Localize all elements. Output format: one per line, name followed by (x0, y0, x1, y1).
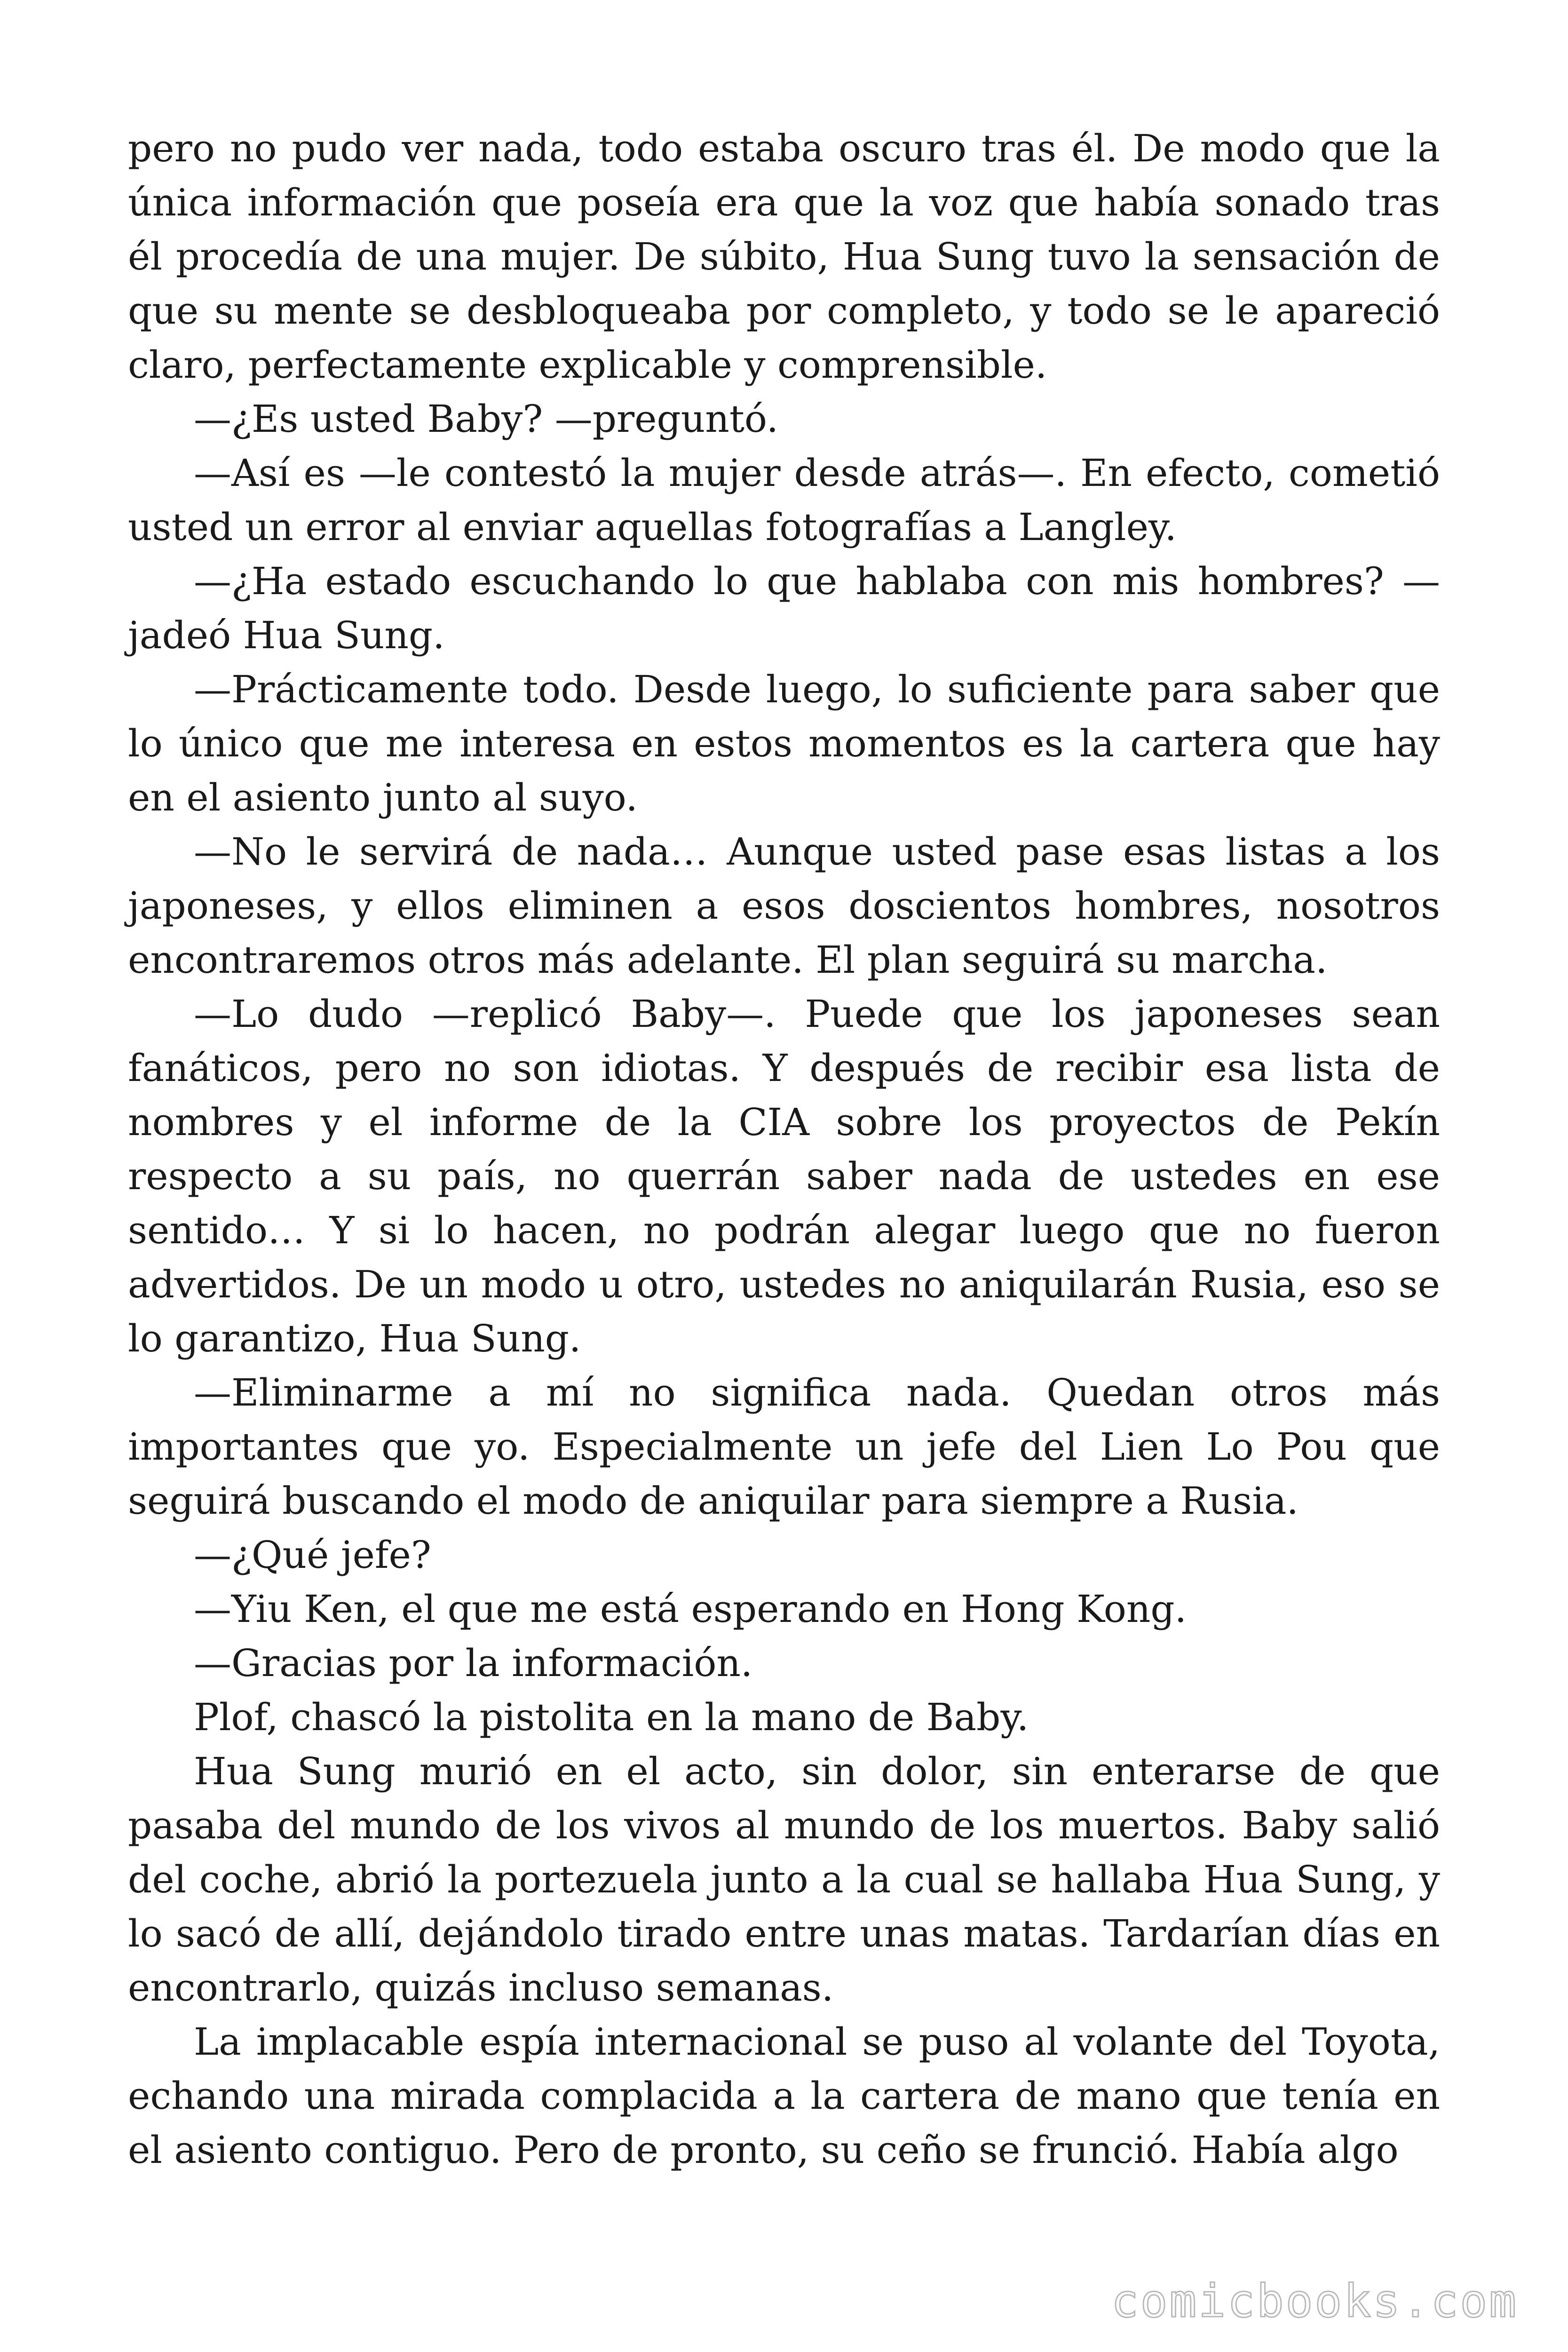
watermark: comicbooks.com (1111, 2275, 1518, 2328)
paragraph-continuation: pero no pudo ver nada, todo estaba oscuro tras él. De modo que la única información que poseía era que la voz que había sonado tras él procedía de una mujer. De súbito, Hua Sung tuvo la sensación de que su mente se desbloqueaba por completo, y todo se le apareció claro, perfectamente explicable y comprensible. (128, 127, 1440, 387)
dialogue-line: —No le servirá de nada… Aunque usted pase esas listas a los japoneses, y ellos eliminen a esos doscientos hombres, nosotros encontraremos otros más adelante. El plan seguirá su marcha. (128, 830, 1440, 982)
body-text (128, 121, 1440, 2177)
narrative-paragraph: La implacable espía internacional se puso al volante del Toyota, echando una mirada complacida a la cartera de mano que tenía en el asiento contiguo. Pero de pronto, su ceño se frunció. Había algo (128, 2020, 1440, 2172)
dialogue-line: —Gracias por la información. (194, 1641, 753, 1685)
dialogue-line: —Yiu Ken, el que me está esperando en Hong Kong. (194, 1587, 1187, 1631)
dialogue-line: —¿Ha estado escuchando lo que hablaba con mis hombres? —jadeó Hua Sung. (128, 559, 1440, 657)
narrative-paragraph: Plof, chascó la pistolita en la mano de Baby. (194, 1695, 1029, 1739)
dialogue-line: —¿Es usted Baby? —preguntó. (194, 397, 779, 441)
dialogue-line: —Eliminarme a mí no significa nada. Quedan otros más importantes que yo. Especialmente un jefe del Lien Lo Pou que seguirá buscando el modo de aniquilar para siempre a Rusia. (128, 1371, 1440, 1523)
dialogue-line: —Lo dudo —replicó Baby—. Puede que los japoneses sean fanáticos, pero no son idiotas. Y después de recibir esa lista de nombres y el informe de la CIA sobre los proyectos de Pekín respecto a su país, no querrán saber nada de ustedes en ese sentido… Y si lo hacen, no podrán alegar luego que no fueron advertidos. De un modo u otro, ustedes no aniquilarán Rusia, eso se lo garantizo, Hua Sung. (128, 992, 1440, 1360)
dialogue-line: —¿Qué jefe? (194, 1533, 431, 1577)
dialogue-line: —Prácticamente todo. Desde luego, lo suficiente para saber que lo único que me interesa en estos momentos es la cartera que hay en el asiento junto al suyo. (128, 667, 1440, 819)
dialogue-line: —Así es —le contestó la mujer desde atrás—. En efecto, cometió usted un error al enviar aquellas fotografías a Langley. (128, 451, 1440, 549)
narrative-paragraph: Hua Sung murió en el acto, sin dolor, sin enterarse de que pasaba del mundo de los vivos al mundo de los muertos. Baby salió del coche, abrió la portezuela junto a la cual se hallaba Hua Sung, y lo sacó de allí, dejándolo tirado entre unas matas. Tardarían días en encontrarlo, quizás incluso semanas. (128, 1749, 1440, 2010)
